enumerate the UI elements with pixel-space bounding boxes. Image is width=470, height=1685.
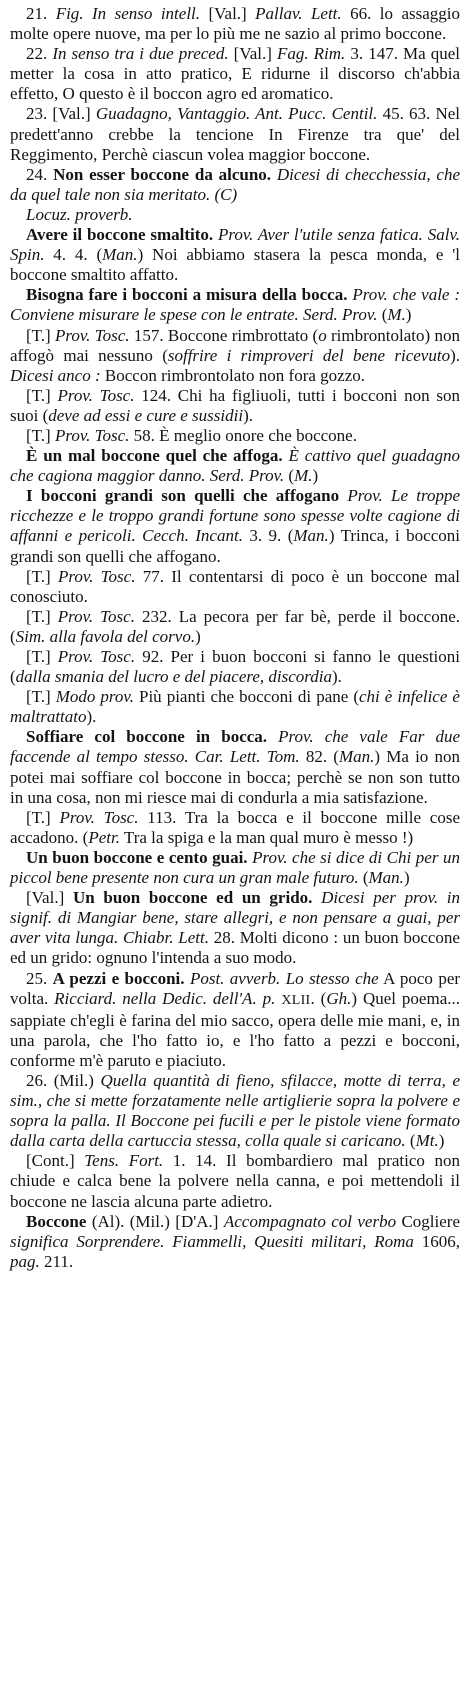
- entry-paragraph: 25. A pezzi e bocconi. Post. avverb. Lo stesso che A poco per volta. Ricciard. nella Dedic. dell'A. p. XLII. (Gh.) Quel poema... sappiate ch'egli è farina del mio sacco, opera delle mie mani, e, in una parola, che l'ho fatto io, e l'ho fatto a pezzi e bocconi, conforme m'è paruto e piaciuto.: [10, 968, 461, 1070]
- entry-paragraph: [T.] Prov. Tosc. 124. Chi ha figliuoli, tutti i bocconi non son suoi (deve ad essi e cure e sussidii).: [10, 385, 460, 425]
- entry-paragraph: 24. Non esser boccone da alcuno. Dicesi di checchessia, che da quel tale non sia meritato. (C): [10, 164, 461, 204]
- entry-paragraph: È un mal boccone quel che affoga. È cattivo quel guadagno che cagiona maggior danno. Serd. Prov. (M.): [10, 446, 460, 486]
- entry-paragraph: [T.] Prov. Tosc. 157. Boccone rimbrottato (o rimbrontolato) non affogò mai nessuno (soffrire i rimproveri del bene ricevuto). Dicesi anco : Boccon rimbrontolato non fora gozzo.: [10, 325, 460, 385]
- entry-paragraph: 26. (Mil.) Quella quantità di fieno, sfilacce, motte di terra, e sim., che si mette forzatamente nelle artiglierie sopra la polvere e sopra la palla. Il Boccone pei fucili e per le pistole viene formato dalla carta della cartuccia stessa, colla quale si caricano. (Mt.): [10, 1070, 460, 1151]
- entry-paragraph: [T.] Prov. Tosc. 232. La pecora per far bè, perde il boccone. (Sim. alla favola del corvo.): [10, 606, 460, 646]
- entry-paragraph: 23. [Val.] Guadagno, Vantaggio. Ant. Pucc. Centil. 45. 63. Nel predett'anno crebbe la tencione In Firenze tra que' del Reggimento, Perchè ciascun volea maggior boccone.: [10, 104, 461, 164]
- entry-paragraph: [T.] Prov. Tosc. 77. Il contentarsi di poco è un boccone mal conosciuto.: [10, 566, 460, 606]
- entry-paragraph: [Cont.] Tens. Fort. 1. 14. Il bombardiero mal pratico non chiude e calca bene la polvere nella canna, e poi mettendoli il boccone ne lascia alcuna parte adietro.: [10, 1151, 460, 1211]
- entry-paragraph: [T.] Prov. Tosc. 113. Tra la bocca e il boccone mille cose accadono. (Petr. Tra la spiga e la man qual muro è messo !): [10, 807, 460, 847]
- entry-paragraph: Bisogna fare i bocconi a misura della bocca. Prov. che vale : Conviene misurare le spese con le entrate. Serd. Prov. (M.): [10, 285, 461, 325]
- entry-paragraph: Un buon boccone e cento guai. Prov. che si dice di Chi per un piccol bene presente non cura un gran male futuro. (Man.): [10, 847, 460, 888]
- entry-paragraph: [T.] Modo prov. Più pianti che bocconi di pane (chi è infelice è maltrattato).: [10, 687, 460, 727]
- entry-column: [10, 4, 460, 1272]
- entry-paragraph: I bocconi grandi son quelli che affogano Prov. Le troppe ricchezze e le troppo grandi fortune sono spesse volte cagione di affanni e pericoli. Cecch. Incant. 3. 9. (Man.) Trinca, i bocconi grandi son quelli che affogano.: [10, 486, 461, 566]
- entry-paragraph: [T.] Prov. Tosc. 58. È meglio onore che boccone.: [26, 425, 357, 445]
- entry-paragraph: 21. Fig. In senso intell. [Val.] Pallav. Lett. 66. lo assaggio molte opere nuove, ma per lo più me ne sazio al primo boccone.: [10, 4, 461, 44]
- entry-paragraph: Avere il boccone smaltito. Prov. Aver l'utile senza fatica. Salv. Spin. 4. 4. (Man.) Noi abbiamo stasera la pesca monda, e 'l boccone smaltito affatto.: [10, 225, 461, 285]
- entry-paragraph: 22. In senso tra i due preced. [Val.] Fag. Rim. 3. 147. Ma quel metter la cosa in atto pratico, E ridurne il discorso ch'abbia effetto, O questo è il boccon agro ed aromatico.: [10, 44, 461, 104]
- entry-paragraph: Locuz. proverb.: [26, 204, 133, 224]
- entry-paragraph: [T.] Prov. Tosc. 92. Per i buon bocconi si fanno le questioni (dalla smania del lucro e del piacere, discordia).: [10, 647, 461, 687]
- entry-paragraph: [Val.] Un buon boccone ed un grido. Dicesi per prov. in signif. di Mangiar bene, stare allegri, e non pensare a guai, per aver vita lunga. Chiabr. Lett. 28. Molti dicono : un buon boccone ed un grido: ognuno l'intenda a suo modo.: [10, 888, 461, 968]
- entry-paragraph: Soffiare col boccone in bocca. Prov. che vale Far due faccende al tempo stesso. Car. Lett. Tom. 82. (Man.) Ma io non potei mai soffiare col boccone in bocca; perchè se non son tutto in una cosa, non mi riesce mai di condurla a mia satisfazione.: [10, 727, 460, 807]
- entry-paragraph: Boccone (Al). (Mil.) [D'A.] Accompagnato col verbo Cogliere significa Sorprendere. Fiammelli, Quesiti militari, Roma 1606, pag. 211.: [10, 1211, 460, 1271]
